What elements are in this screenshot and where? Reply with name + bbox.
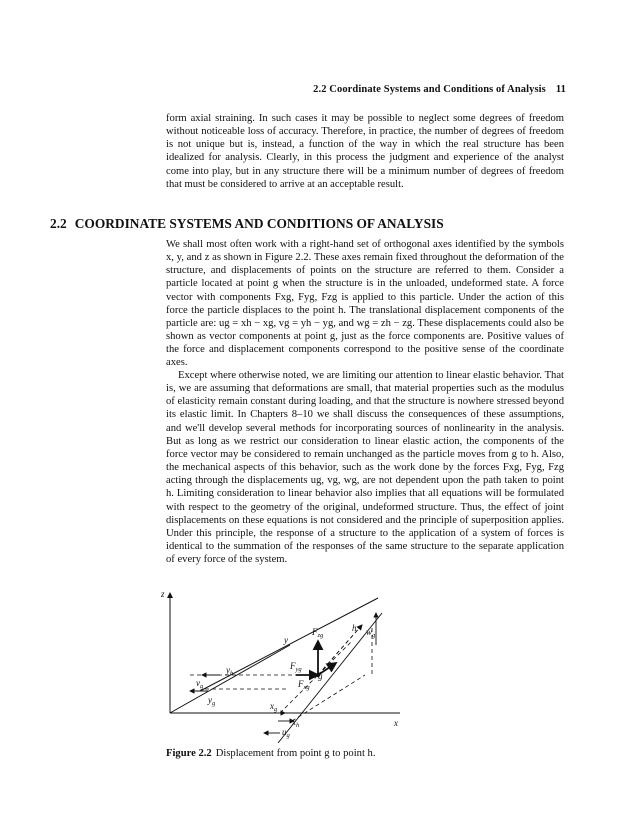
- label-Fxg: Fxg: [298, 679, 310, 691]
- section-number: 2.2: [50, 216, 67, 231]
- label-yh: yh: [226, 665, 234, 677]
- section-title: COORDINATE SYSTEMS AND CONDITIONS OF ANALYSIS: [74, 216, 444, 231]
- label-yg: yg: [208, 695, 216, 707]
- running-title: 2.2 Coordinate Systems and Conditions of Analysis: [313, 84, 546, 95]
- label-xh: xh: [292, 717, 300, 729]
- section-heading: [50, 216, 444, 232]
- label-h: h: [352, 623, 357, 633]
- label-vg: vg: [196, 678, 204, 690]
- label-Fyg: Fyg: [290, 661, 302, 673]
- figure-caption: [166, 748, 375, 759]
- caption-text: Displacement from point g to point h.: [215, 748, 376, 759]
- coordinate-diagram: [160, 583, 560, 743]
- caption-number: Figure 2.2: [166, 748, 212, 759]
- label-z: z: [161, 589, 165, 599]
- label-ug: ug: [282, 727, 290, 739]
- page-number: 11: [555, 84, 566, 95]
- paragraph-3: Except where otherwise noted, we are limiting our attention to linear elastic behavior. That is, we are assuming that deformations are small, that material properties such as the modulus of elasticity remain constant during loading, and that the structure is nowhere stressed beyond its elastic limit. In Chapters 8–10 we shall discuss the consequences of these assumptions, and we'll develop several methods for incorporating sources of nonlinearity in the analysis. But as long as we restrict our consideration to linear elastic action, the components of the force vector may be considered to remain unchanged as the particle moves from g to h. Also, the mechanical aspects of this behavior, such as the work done by the forces Fxg, Fyg, Fzg acting through the displacements ug, vg, wg, are not dependent upon the path taken to point h. Limiting consideration to linear behavior also implies that all equations will be formulated with respect to the geometry of the original, undeformed structure. Thus, the effect of joint displacements on these equations is not considered and the principle of superposition applies. Under this principle, the response of a structure to the application of a system of forces is identical to the summation of the responses of the same structure to the separate application of every force of the system.: [166, 370, 564, 566]
- label-Fzg: Fzg: [312, 627, 324, 639]
- label-g: g: [318, 671, 323, 681]
- line-through-g: [200, 598, 378, 691]
- figure-2-2: [160, 583, 560, 743]
- paragraph-1: form axial straining. In such cases it may be possible to neglect some degrees of freedom without noticeable loss of accuracy. Therefore, in practice, the number of degrees of freedom is not unique but is, instead, a function of the way in which the real structure has been idealized for analysis. Clearly, in this process the judgment and experience of the analyst come into play, but in any structure there will be a minimum number of degrees of freedom that must be considered to arrive at an acceptable result.: [166, 113, 564, 190]
- label-xg: xg: [270, 701, 278, 713]
- label-x: x: [394, 718, 398, 728]
- label-y: y: [284, 635, 288, 645]
- label-wg: wg: [366, 627, 376, 639]
- running-header: [313, 84, 566, 95]
- paragraph-2: We shall most often work with a right-hand set of orthogonal axes identified by the symbols x, y, and z as shown in Figure 2.2. These axes remain fixed throughout the deformation of the structure, and displacements of points on the structure are referred to them. Consider a particle located at point g when the structure is in the unloaded, undeformed state. A force vector with components Fxg, Fyg, Fzg is applied to this particle. Under the action of this force the particle displaces to the point h. The translational displacement components of the particle are: ug = xh − xg, vg = yh − yg, and wg = zh − zg. These displacements could also be shown as vector components at point g, just as the force components are. Positive values of the force and displacement components correspond to the positive sense of the coordinate axes.: [166, 239, 564, 369]
